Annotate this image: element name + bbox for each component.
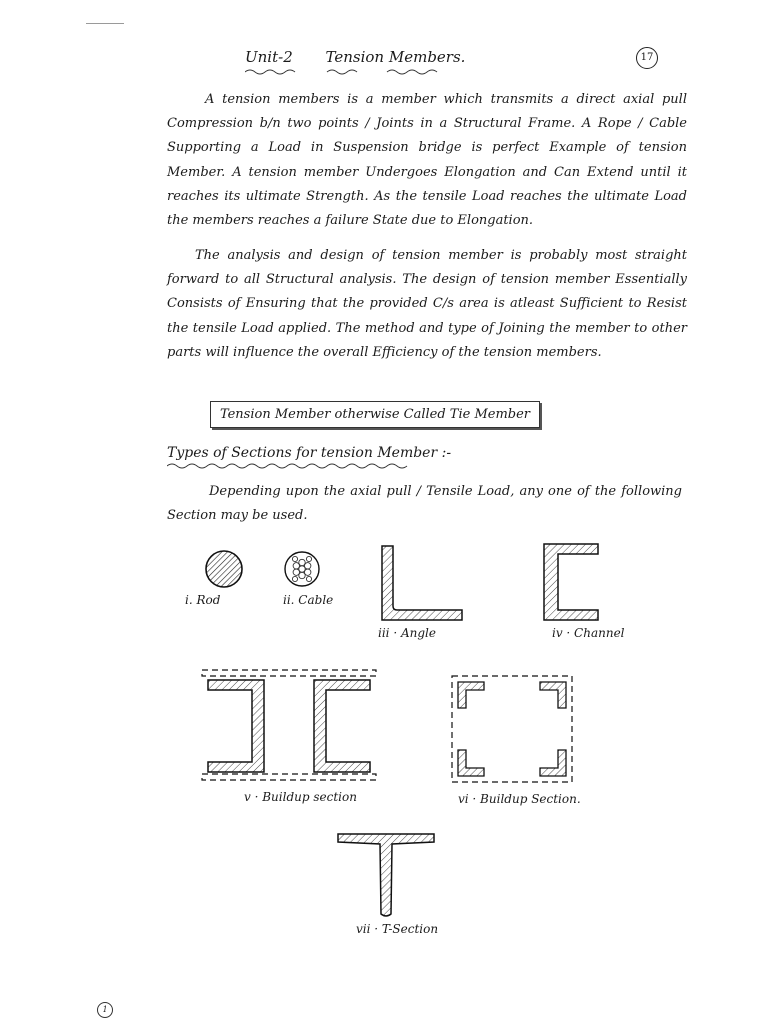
unit-label: Unit-2 (245, 48, 293, 66)
corner-mark: 1 (97, 1002, 113, 1018)
rod-section-figure (200, 545, 248, 593)
paragraph-definition: A tension members is a member which transmits a direct axial pull Compression b/n two points / Joints in a Structural Frame. A Rope / Cable Supporting a Load in Suspension bridge is perfect Example of tension Member. A tension member Undergoes Elongation and Can Extend until it reaches its ultimate Strength. As the tensile Load reaches the ultimate Load the members reaches a failure State due to Elongation. (167, 92, 687, 229)
buildup-angles-figure (446, 672, 578, 788)
paragraph-design: The analysis and design of tension member is probably most straight forward to all Structural analysis. The design of tension member Essentially Consists of Ensuring that the provided C/s area is atleast Sufficient to Resist the tensile Load applied. The method and type of Joining the member to other parts will influence the overall Efficiency of the tension members. (167, 248, 687, 360)
section-heading: Types of Sections for tension Member :- (167, 445, 452, 461)
heading-underline (167, 462, 437, 470)
angle-caption: iii · Angle (378, 626, 436, 640)
boxed-note: Tension Member otherwise Called Tie Member (210, 401, 540, 428)
channel-section-figure (540, 540, 602, 626)
topic-label: Tension Members. (325, 48, 466, 66)
page-title (245, 48, 493, 66)
angle-section-figure (376, 542, 468, 624)
top-pencil-mark (86, 23, 124, 24)
channel-caption: iv · Channel (552, 626, 625, 640)
cable-section-figure (280, 547, 324, 591)
tsection-figure (334, 830, 438, 922)
title-underline (245, 68, 475, 76)
cable-caption: ii. Cable (283, 593, 334, 607)
buildup-v-caption: v · Buildup section (244, 790, 357, 804)
rod-caption: i. Rod (185, 593, 221, 607)
tsection-caption: vii · T-Section (356, 922, 439, 936)
buildup-vi-caption: vi · Buildup Section. (458, 792, 581, 806)
types-paragraph: Depending upon the axial pull / Tensile Load, any one of the following Section may be used. (167, 484, 682, 523)
page-number: 17 (636, 47, 658, 69)
buildup-channels-figure (196, 666, 382, 786)
